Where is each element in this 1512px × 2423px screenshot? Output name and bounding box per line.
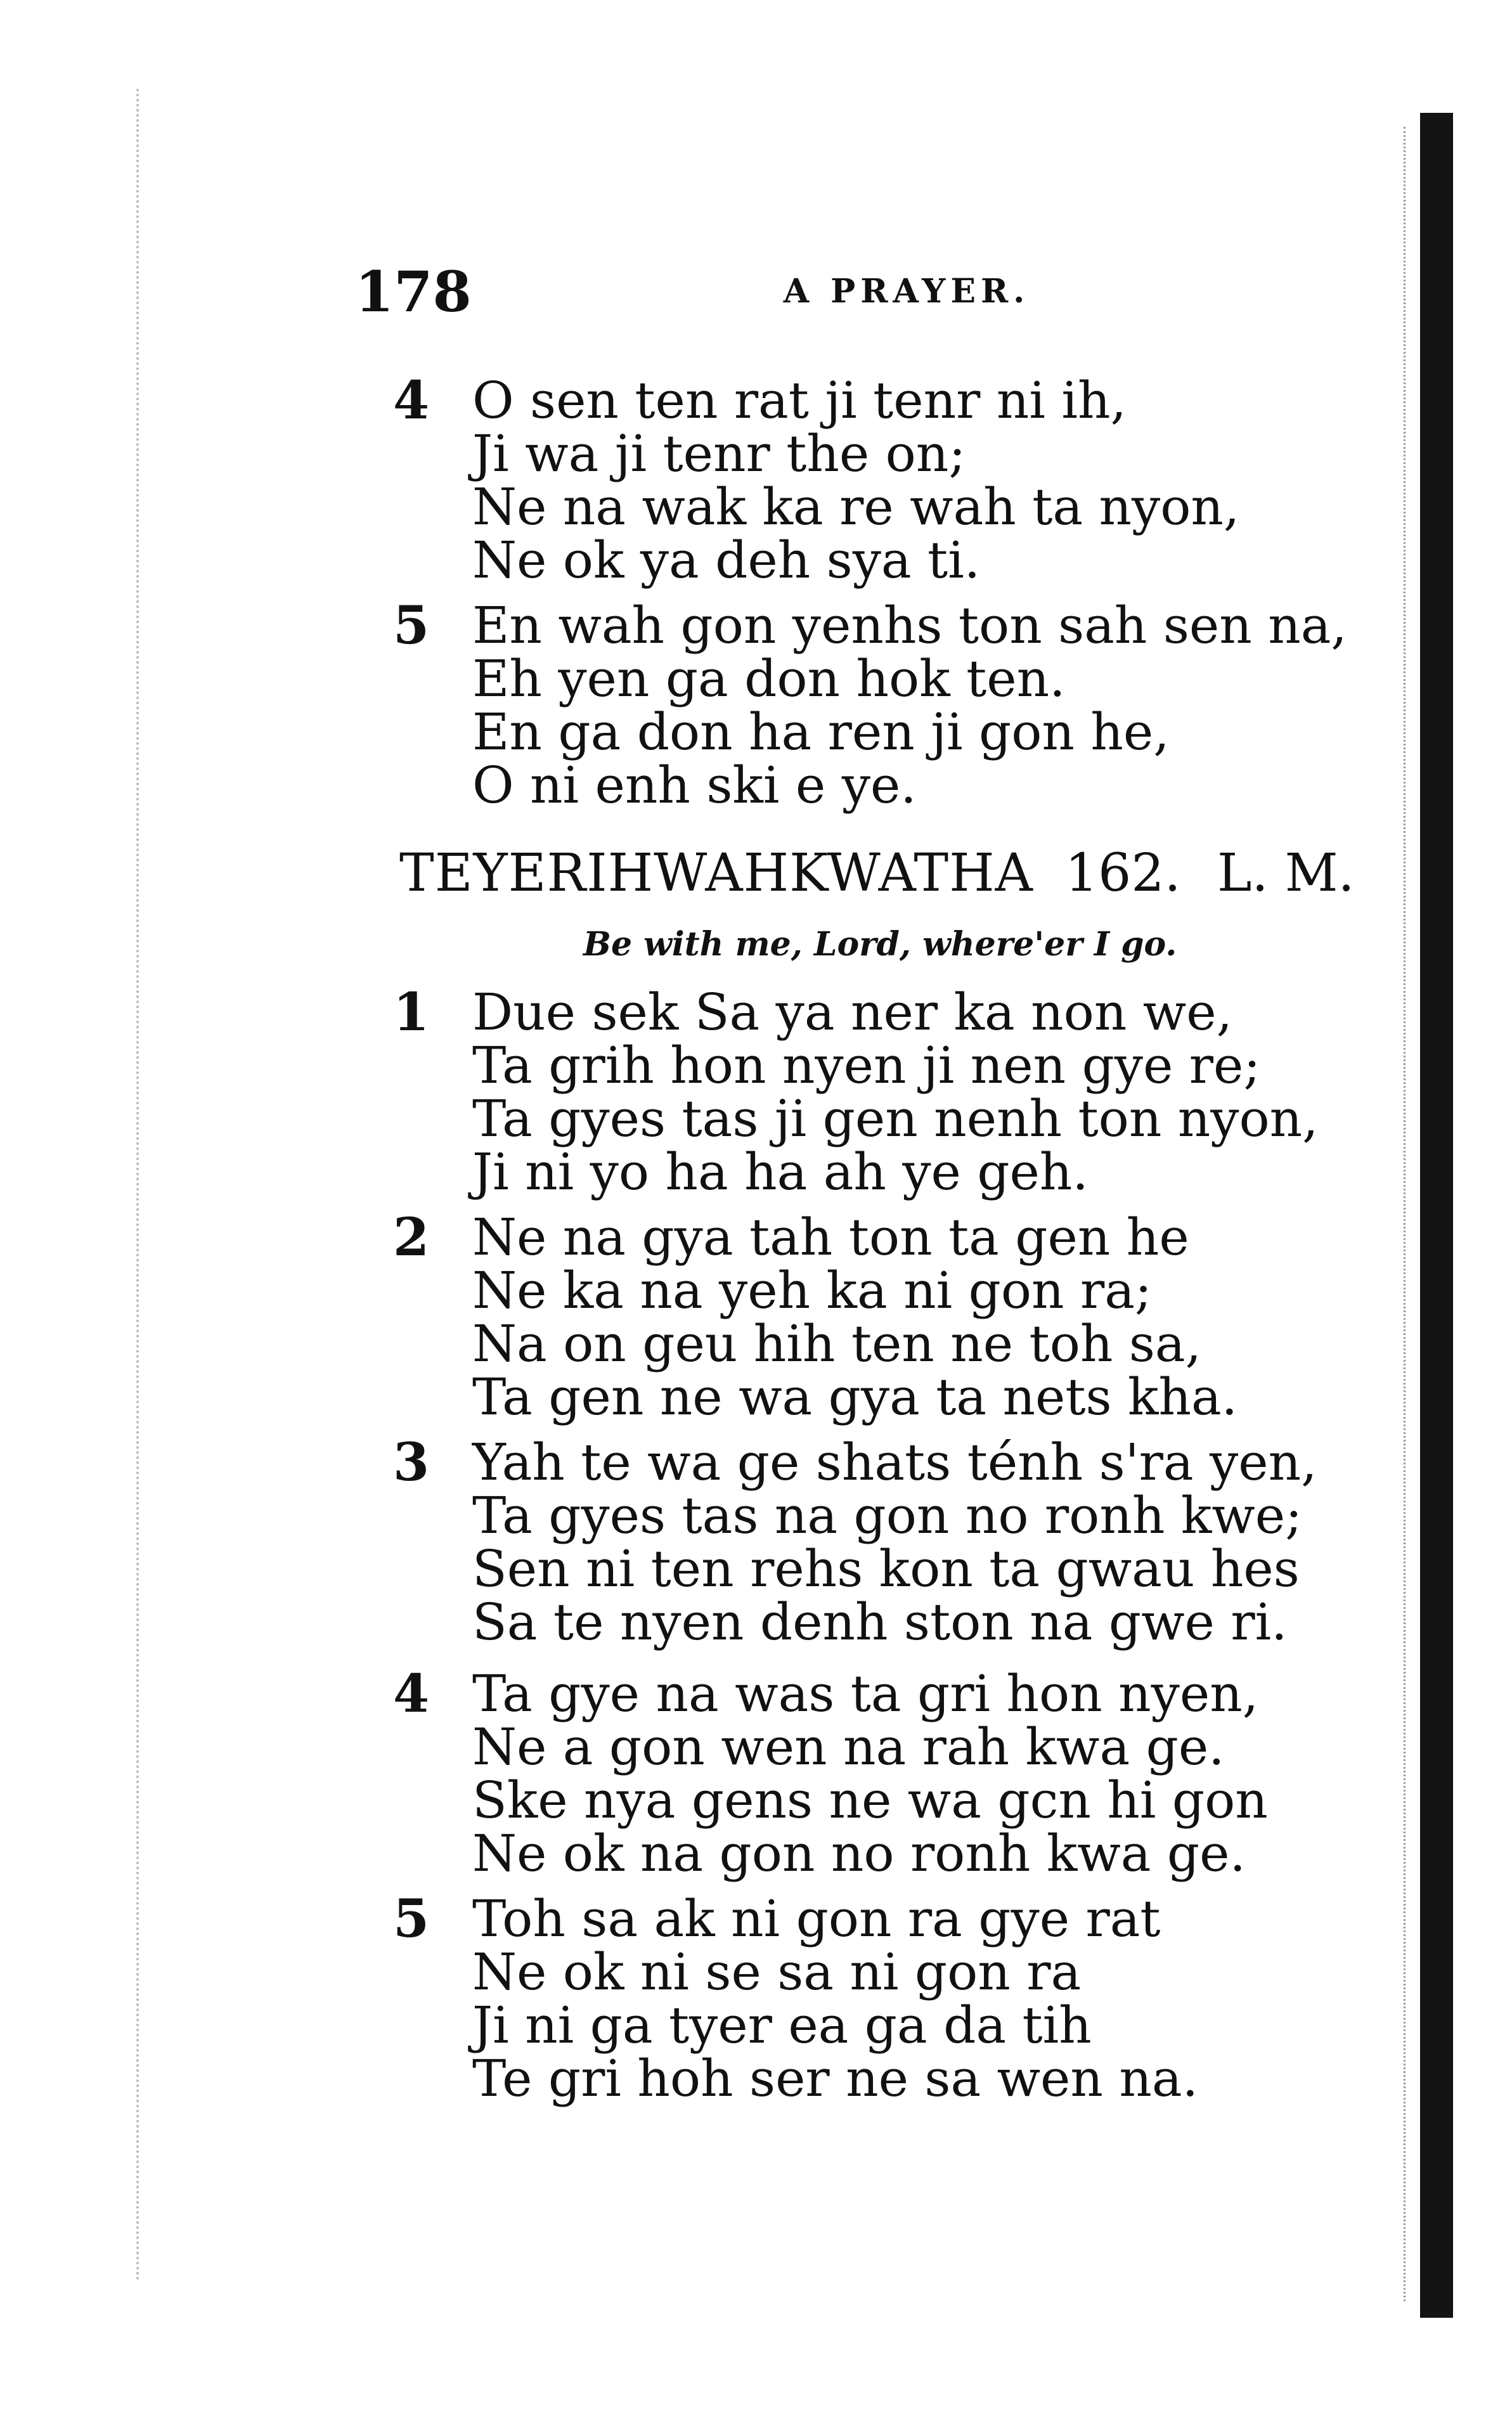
verse-line: Ne ok ni se sa ni gon ra [472,1942,1082,2001]
verse-line: Ta gye na was ta gri hon nyen, [472,1664,1259,1723]
verse-line: Sa te nyen denh ston na gwe ri. [472,1593,1288,1651]
verse-line: Due sek Sa ya ner ka non we, [472,983,1233,1042]
verse-line: O ni enh ski e ye. [472,756,917,815]
verse-line: Ne na gya tah ton ta gen he [472,1208,1189,1267]
stanza-lines [472,371,1240,590]
verse-line: O sen ten rat ji tenr ni ih, [472,371,1127,430]
stanza-number: 1 [393,982,430,1043]
stanza-number: 5 [393,595,430,656]
verse-line: Ji ni yo ha ha ah ye geh. [472,1142,1089,1201]
binding-shadow [1420,113,1453,2318]
hymn-title: TEYERIHWAHKWATHA [399,843,1033,903]
verse-line: Ji ni ga tyer ea ga da tih [472,1996,1092,2055]
verse-line: Ne ok na gon no ronh kwa ge. [472,1824,1246,1883]
hymn-number: 162. [1065,843,1181,903]
verse-line: Sen ni ten rehs kon ta gwau hes [472,1539,1300,1598]
verse-line: Ne ka na yeh ka ni gon ra; [472,1261,1152,1320]
stanza-number: 3 [393,1432,430,1493]
hymn-subtitle: Be with me, Lord, where'er I go. [583,925,1177,964]
verse-line: Na on geu hih ten ne toh sa, [472,1314,1201,1373]
stanza-number: 4 [393,370,430,431]
verse-line: Ne a gon wen na rah kwa ge. [472,1717,1225,1776]
running-header [355,254,1293,323]
stanza-lines [472,1433,1317,1651]
stanza-number: 4 [393,1664,430,1724]
binding-edge-dots [1404,127,1405,2301]
stanza-number: 2 [393,1207,430,1268]
page-number: 178 [355,259,472,325]
verse-line: Ta gyes tas ji gen nenh ton nyon, [472,1089,1319,1148]
verse-line: Ne na wak ka re wah ta nyon, [472,477,1240,536]
verse-line: Ne ok ya deh sya ti. [472,531,981,590]
verse-line: Ta gyes tas na gon no ronh kwe; [472,1486,1303,1545]
hymn-meter: L. M. [1217,843,1355,903]
verse-line: En wah gon yenhs ton sah sen na, [472,596,1347,655]
verse-line: Ske nya gens ne wa gcn hi gon [472,1771,1268,1830]
stanza-lines [472,983,1319,1201]
stanza-lines [472,1208,1238,1426]
stanza-number: 5 [393,1889,430,1949]
stanza-lines [472,1664,1268,1883]
verse-line: Eh yen ga don hok ten. [472,649,1066,708]
running-title: A PRAYER. [783,272,1030,311]
verse-line: En ga don ha ren ji gon he, [472,702,1170,761]
verse-line: Ji wa ji tenr the on; [472,424,966,483]
verse-line: Yah te wa ge shats ténh s'ra yen, [472,1433,1317,1492]
stanza-lines [472,1889,1198,2108]
stanza-lines [472,596,1347,815]
page-margin-dots [136,89,139,2282]
verse-line: Te gri hoh ser ne sa wen na. [472,2049,1198,2108]
verse-line: Ta grih hon nyen ji nen gye re; [472,1036,1261,1095]
verse-line: Toh sa ak ni gon ra gye rat [472,1889,1161,1948]
hymn-header [399,843,1355,913]
verse-line: Ta gen ne wa gya ta nets kha. [472,1367,1238,1426]
